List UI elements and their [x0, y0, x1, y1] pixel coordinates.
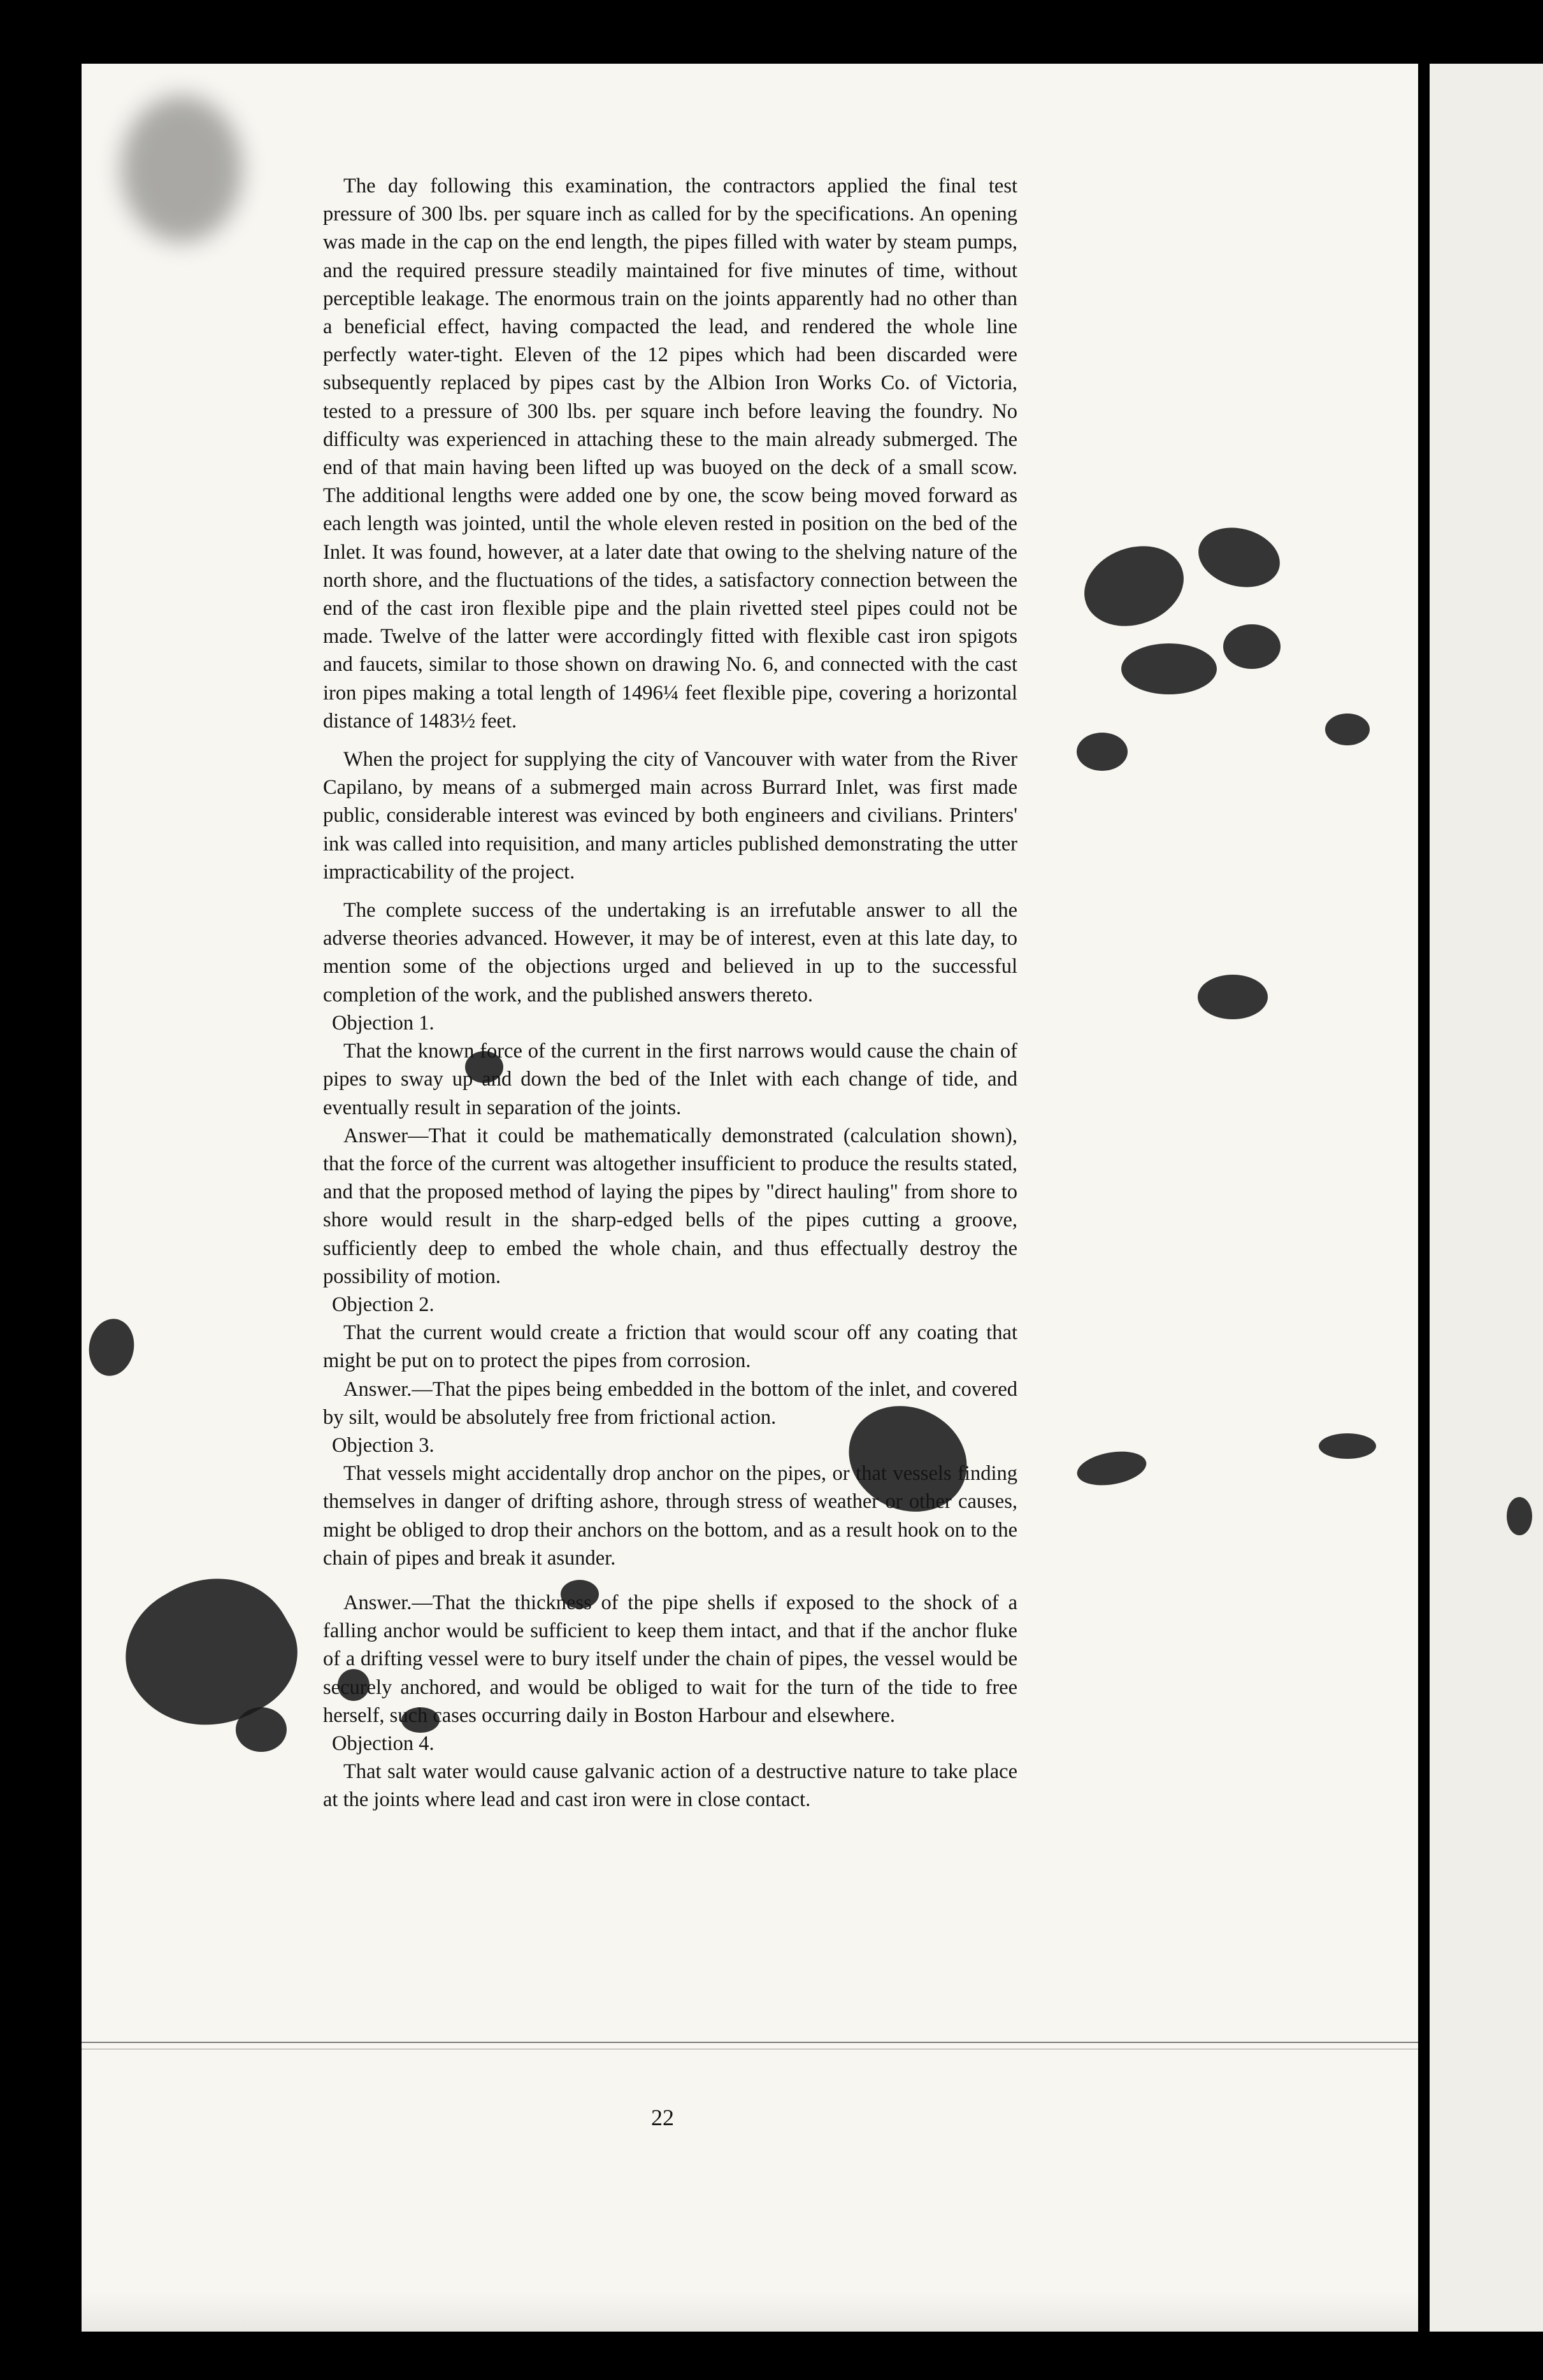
- body-text: [323, 172, 1017, 1814]
- paragraph-project-intro: When the project for supplying the city of Vancouver with water from the River Capilano, by means of a submerged main across Burrard Inlet, was first made public, considerable interest was evinced by both engineers and civilians. Printers' ink was called into requisition, and many articles published demonstrating the utter impracticability of the project.: [323, 748, 1017, 884]
- objection-1-heading: Objection 1.: [332, 1011, 434, 1035]
- paragraph-pressure-test: The day following this examination, the contractors applied the final test pressure of 300 lbs. per square inch as called for by the specifications. An opening was made in the cap on the end length, the pipes filled with water by steam pumps, and the required pressure steadily maintained for five minutes of time, without perceptible leakage. The enormous train on the joints apparently had no other than a beneficial effect, having compacted the lead, and rendered the whole line perfectly water-tight. Eleven of the 12 pipes which had been discarded were subsequently replaced by pipes cast by the Albion Iron Works Co. of Victoria, tested to a pressure of 300 lbs. per square inch before leaving the foundry. No difficulty was experienced in attaching these to the main already submerged. The end of that main having been lifted up was buoyed on the deck of a small scow. The additional lengths were added one by one, the scow being moved forward as each length was jointed, until the whole eleven rested in position on the bed of the Inlet. It was found, however, at a later date that owing to the shelving nature of the north shore, and the fluctuations of the tides, a satisfactory connection between the end of the cast iron flexible pipe and the plain rivetted steel pipes could not be made. Twelve of the latter were accordingly fitted with flexible cast iron spigots and faucets, similar to those shown on drawing No. 6, and connected with the cast iron pipes making a total length of 1496¼ feet flexible pipe, covering a horizontal distance of 1483½ feet.: [323, 175, 1017, 733]
- answer-1-text: Answer—That it could be mathematically demonstrated (calculation shown), that the force of the current was altogether insufficient to produce the results stated, and that the proposed method of laying the pipes by "direct hauling" from shore to shore would result in the sharp-edged bells of the pipes cutting a groove, sufficiently deep to embed the whole chain, and thus effectually destroy the possibility of motion.: [323, 1124, 1017, 1288]
- objection-3-text: That vessels might accidentally drop anchor on the pipes, or that vessels finding themselves in danger of drifting ashore, through stress of weather or other causes, might be obliged to drop their anchors on the bottom, and as a result hook on to the chain of pipes and break it asunder.: [323, 1462, 1017, 1570]
- adjacent-page-edge: [1430, 64, 1543, 2332]
- ink-stain: [1223, 624, 1281, 669]
- scan-rule-line: [82, 2042, 1418, 2043]
- page-number: 22: [651, 2105, 674, 2130]
- objection-1-text: That the known force of the current in the first narrows would cause the chain of pipes to sway up and down the bed of the Inlet with each change of tide, and eventually result in separation of the joints.: [323, 1040, 1017, 1119]
- ink-stain: [1507, 1497, 1532, 1535]
- paragraph-success: The complete success of the undertaking is an irrefutable answer to all the adverse theories advanced. However, it may be of interest, even at this late day, to mention some of the objections urged and believed in up to the successful completion of the work, and the published answers thereto.: [323, 899, 1017, 1007]
- objection-4-heading: Objection 4.: [332, 1731, 434, 1755]
- ink-stain: [1077, 733, 1128, 771]
- ink-stain: [1325, 713, 1370, 745]
- ink-stain: [1319, 1433, 1376, 1459]
- ink-stain: [1198, 975, 1268, 1019]
- answer-3-text: Answer.—That the thickness of the pipe shells if exposed to the shock of a falling anchor would be sufficient to keep them intact, and that if the anchor fluke of a drifting vessel were to bury itself under the chain of pipes, the vessel would be securely anchored, and would be obliged to wait for the turn of the tide to free herself, such cases occurring daily in Boston Harbour and elsewhere.: [323, 1591, 1017, 1727]
- objection-2-text: That the current would create a friction that would scour off any coating that might be put on to protect the pipes from corrosion.: [323, 1321, 1017, 1373]
- ink-stain: [236, 1707, 287, 1752]
- objection-4-text: That salt water would cause galvanic action of a destructive nature to take place at the joints where lead and cast iron were in close contact.: [323, 1760, 1017, 1812]
- answer-2-text: Answer.—That the pipes being embedded in the bottom of the inlet, and covered by silt, would be absolutely free from frictional action.: [323, 1377, 1017, 1429]
- ink-stain: [121, 96, 242, 242]
- objection-3-heading: Objection 3.: [332, 1433, 434, 1457]
- objection-2-heading: Objection 2.: [332, 1293, 434, 1316]
- page-gutter: [1418, 64, 1430, 2332]
- ink-stain: [1121, 643, 1217, 694]
